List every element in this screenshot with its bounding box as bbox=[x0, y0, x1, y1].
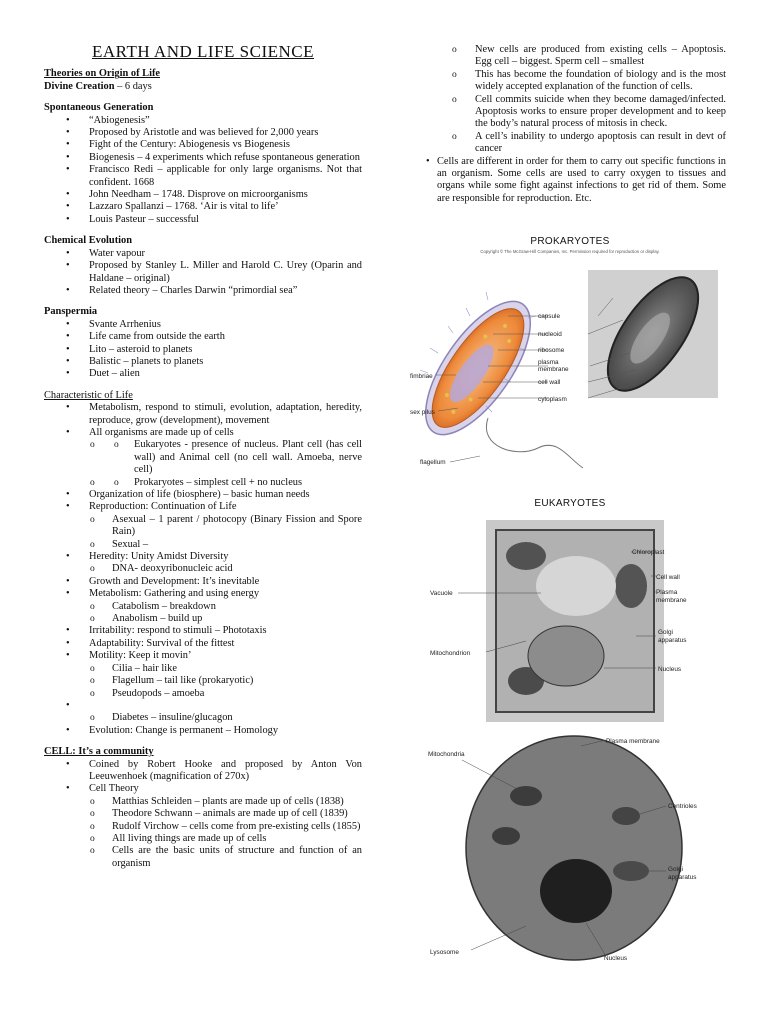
divine-creation-label: Divine Creation bbox=[44, 80, 115, 92]
label-apparatus: apparatus bbox=[658, 637, 687, 644]
list-item: • Related theory – Charles Darwin “primordial sea” bbox=[44, 285, 362, 297]
label-lysosome: Lysosome bbox=[430, 949, 459, 956]
vacuole-shape bbox=[536, 556, 616, 616]
sub-list-item: o All living things are made up of cells bbox=[44, 833, 362, 845]
document-title: EARTH AND LIFE SCIENCE bbox=[91, 42, 314, 61]
label-golgi: Golgi bbox=[658, 629, 673, 636]
sub-list-item: o Asexual – 1 parent / photocopy (Binary Fission and Spore Rain) bbox=[44, 514, 362, 539]
label-membrane: membrane bbox=[538, 366, 569, 373]
animal-cell-micrograph bbox=[466, 736, 682, 960]
label-chloroplast: Chloroplast bbox=[632, 549, 665, 556]
sub-list-item bbox=[44, 477, 362, 489]
label-membrane: membrane bbox=[656, 597, 687, 604]
sub-list-item: o Diabetes – insuline/glucagon bbox=[44, 712, 362, 724]
sub-bullet: o o bbox=[114, 440, 119, 451]
chemical-list bbox=[44, 248, 362, 298]
label-vacuole: Vacuole bbox=[430, 590, 453, 597]
label-ribosome: ribosome bbox=[538, 347, 565, 354]
sub-list-item: o DNA- deoxyribonucleic acid bbox=[44, 563, 362, 575]
list-item: • Metabolism, respond to stimuli, evolution, adaptation, heredity, reproduce, grow (development), movement bbox=[44, 402, 362, 427]
panspermia-heading: Panspermia bbox=[44, 306, 98, 318]
origin-heading: Theories on Origin of Life bbox=[44, 68, 161, 80]
list-item: • Balistic – planets to planets bbox=[44, 356, 362, 368]
prokaryote-diagram bbox=[408, 258, 726, 478]
left-column bbox=[44, 42, 362, 870]
label-mitochondria: Mitochondria bbox=[428, 751, 465, 758]
label-apparatus-2: apparatus bbox=[668, 874, 697, 881]
animal-nucleus-shape bbox=[540, 859, 612, 923]
label-plasma-membrane: Plasma membrane bbox=[606, 738, 660, 745]
list-item: • Cells are different in order for them to carry out specific functions in an organism. Some cells are used to carry oxygen to tissues and organs while some fight against infections to get rid of them. Some are responsible for reproduction. Etc. bbox=[414, 156, 726, 206]
list-item: • Fight of the Century: Abiogenesis vs Biogenesis bbox=[44, 139, 362, 151]
sub-list-item: o A cell’s inability to undergo apoptosis can result in devt of cancer bbox=[414, 131, 726, 156]
label-plasma: Plasma bbox=[656, 589, 678, 596]
list-item: • Proposed by Aristotle and was believed for 2,000 years bbox=[44, 127, 362, 139]
sub-list-item: o Sexual – bbox=[44, 539, 362, 551]
prokaryotes-title: PROKARYOTES bbox=[530, 236, 610, 247]
label-cytoplasm: cytoplasm bbox=[538, 396, 567, 403]
label-golgi-2: Golgi bbox=[668, 866, 683, 873]
eukaryotes-title: EUKARYOTES bbox=[534, 498, 606, 509]
list-item: • Cell Theory bbox=[44, 783, 362, 795]
sub-list-item: o New cells are produced from existing cells – Apoptosis. Egg cell – biggest. Sperm cell – smallest bbox=[414, 44, 726, 69]
characteristic-list bbox=[44, 402, 362, 737]
label-nucleoid: nucleoid bbox=[538, 331, 562, 338]
spontaneous-heading: Spontaneous Generation bbox=[44, 102, 154, 114]
bacterium-body bbox=[408, 285, 550, 451]
list-item: • Louis Pasteur – successful bbox=[44, 214, 362, 226]
prokaryotes-figure bbox=[420, 236, 720, 254]
list-item: • Duet – alien bbox=[44, 368, 362, 380]
list-item: • Svante Arrhenius bbox=[44, 319, 362, 331]
sub-list-item: o Cells are the basic units of structure and function of an organism bbox=[44, 845, 362, 870]
eukaryotes-figure bbox=[420, 498, 720, 509]
label-cell-wall: cell wall bbox=[538, 379, 561, 386]
sub-list-item: o Flagellum – tail like (prokaryotic) bbox=[44, 675, 362, 687]
nucleus-shape bbox=[528, 626, 604, 686]
cell-heading: CELL: It’s a community bbox=[44, 746, 154, 758]
sub-item-text: Prokaryotes – simplest cell + no nucleus bbox=[134, 476, 303, 488]
cell-list bbox=[44, 759, 362, 871]
list-item: • Adaptability: Survival of the fittest bbox=[44, 638, 362, 650]
sub-list-item: o Matthias Schleiden – plants are made up of cells (1838) bbox=[44, 796, 362, 808]
mitochondria-shape bbox=[492, 827, 520, 845]
label-sex-pilus: sex pilus bbox=[410, 409, 435, 416]
label-flagellum: flagellum bbox=[420, 459, 446, 466]
list-item: • John Needham – 1748. Disprove on microorganisms bbox=[44, 189, 362, 201]
label-plasma: plasma bbox=[538, 359, 559, 366]
sub-list-item: o Cell commits suicide when they become damaged/infected. Apoptosis works to ensure proper development and to keep the body’s natural process of mitosis in check. bbox=[414, 94, 726, 131]
apoptosis-list bbox=[414, 44, 726, 205]
label-nucleus-2: Nucleus bbox=[604, 955, 628, 962]
list-item: • Organization of life (biosphere) – basic human needs bbox=[44, 489, 362, 501]
list-item: • Proposed by Stanley L. Miller and Harold C. Urey (Oparin and Haldane – original) bbox=[44, 260, 362, 285]
chloroplast-shape bbox=[615, 564, 647, 608]
divine-creation-line bbox=[44, 81, 362, 93]
golgi-shape bbox=[613, 861, 649, 881]
list-item: • Evolution: Change is permanent – Homology bbox=[44, 725, 362, 737]
label-capsule: capsule bbox=[538, 313, 561, 320]
list-item: • Reproduction: Continuation of Life bbox=[44, 501, 362, 513]
sub-list-item: o Cilia – hair like bbox=[44, 663, 362, 675]
list-item: • Metabolism: Gathering and using energy bbox=[44, 588, 362, 600]
list-item: • “Abiogenesis” bbox=[44, 115, 362, 127]
label-centrioles: Centrioles bbox=[668, 803, 697, 810]
spontaneous-list bbox=[44, 115, 362, 227]
label-mitochondrion: Mitochondrion bbox=[430, 650, 471, 657]
list-item: • Growth and Development: It’s inevitable bbox=[44, 576, 362, 588]
list-item: • Coined by Robert Hooke and proposed by Anton Von Leeuwenhoek (magnification of 270x) bbox=[44, 759, 362, 784]
list-item: • Heredity: Unity Amidst Diversity bbox=[44, 551, 362, 563]
list-item: • Water vapour bbox=[44, 248, 362, 260]
label-fimbriae: fimbriae bbox=[410, 373, 433, 380]
list-item: • Irritability: respond to stimuli – Phototaxis bbox=[44, 625, 362, 637]
sub-list-item: o Theodore Schwann – animals are made up of cell (1839) bbox=[44, 808, 362, 820]
label-nucleus: Nucleus bbox=[658, 666, 682, 673]
list-item: • Biogenesis – 4 experiments which refuse spontaneous generation bbox=[44, 152, 362, 164]
sub-bullet: o o bbox=[114, 477, 119, 488]
list-item: • Francisco Redi – applicable for only large organisms. Not that confident. 1668 bbox=[44, 164, 362, 189]
centrioles-shape bbox=[612, 807, 640, 825]
sub-list-item: o Rudolf Virchow – cells come from pre-existing cells (1855) bbox=[44, 821, 362, 833]
sub-list-item: o Catabolism – breakdown bbox=[44, 601, 362, 613]
sub-list-item bbox=[44, 439, 362, 476]
eukaryote-diagram bbox=[426, 516, 726, 966]
sub-item-text: Eukaryotes - presence of nucleus. Plant cell (has cell wall) and Animal cell (no cell wall. Amoeba, nerve cell) bbox=[134, 439, 362, 476]
characteristic-heading: Characteristic of Life bbox=[44, 389, 133, 401]
prokaryotes-copyright: Copyright © The McGraw-Hill Companies, Inc. Permission required for reproduction or display. bbox=[480, 249, 660, 254]
label-cell-wall: Cell wall bbox=[656, 574, 680, 581]
list-item: • Lito – asteroid to planets bbox=[44, 344, 362, 356]
flagellum-shape bbox=[486, 418, 583, 468]
list-item: • Motility: Keep it movin’ bbox=[44, 650, 362, 662]
chemical-heading: Chemical Evolution bbox=[44, 235, 133, 247]
mitochondria-shape bbox=[510, 786, 542, 806]
sub-list-item: o Pseudopods – amoeba bbox=[44, 688, 362, 700]
list-item: • Lazzaro Spallanzi – 1768. ‘Air is vital to life’ bbox=[44, 201, 362, 213]
divine-creation-text: – 6 days bbox=[114, 80, 152, 92]
list-item bbox=[44, 700, 362, 712]
list-item: • All organisms are made up of cells bbox=[44, 427, 362, 439]
sub-list-item: o This has become the foundation of biology and is the most widely accepted explanation of the function of cells. bbox=[414, 69, 726, 94]
sub-list-item: o Anabolism – build up bbox=[44, 613, 362, 625]
right-column bbox=[414, 44, 726, 205]
list-item: • Life came from outside the earth bbox=[44, 331, 362, 343]
chloroplast-shape bbox=[506, 542, 546, 570]
panspermia-list bbox=[44, 319, 362, 381]
